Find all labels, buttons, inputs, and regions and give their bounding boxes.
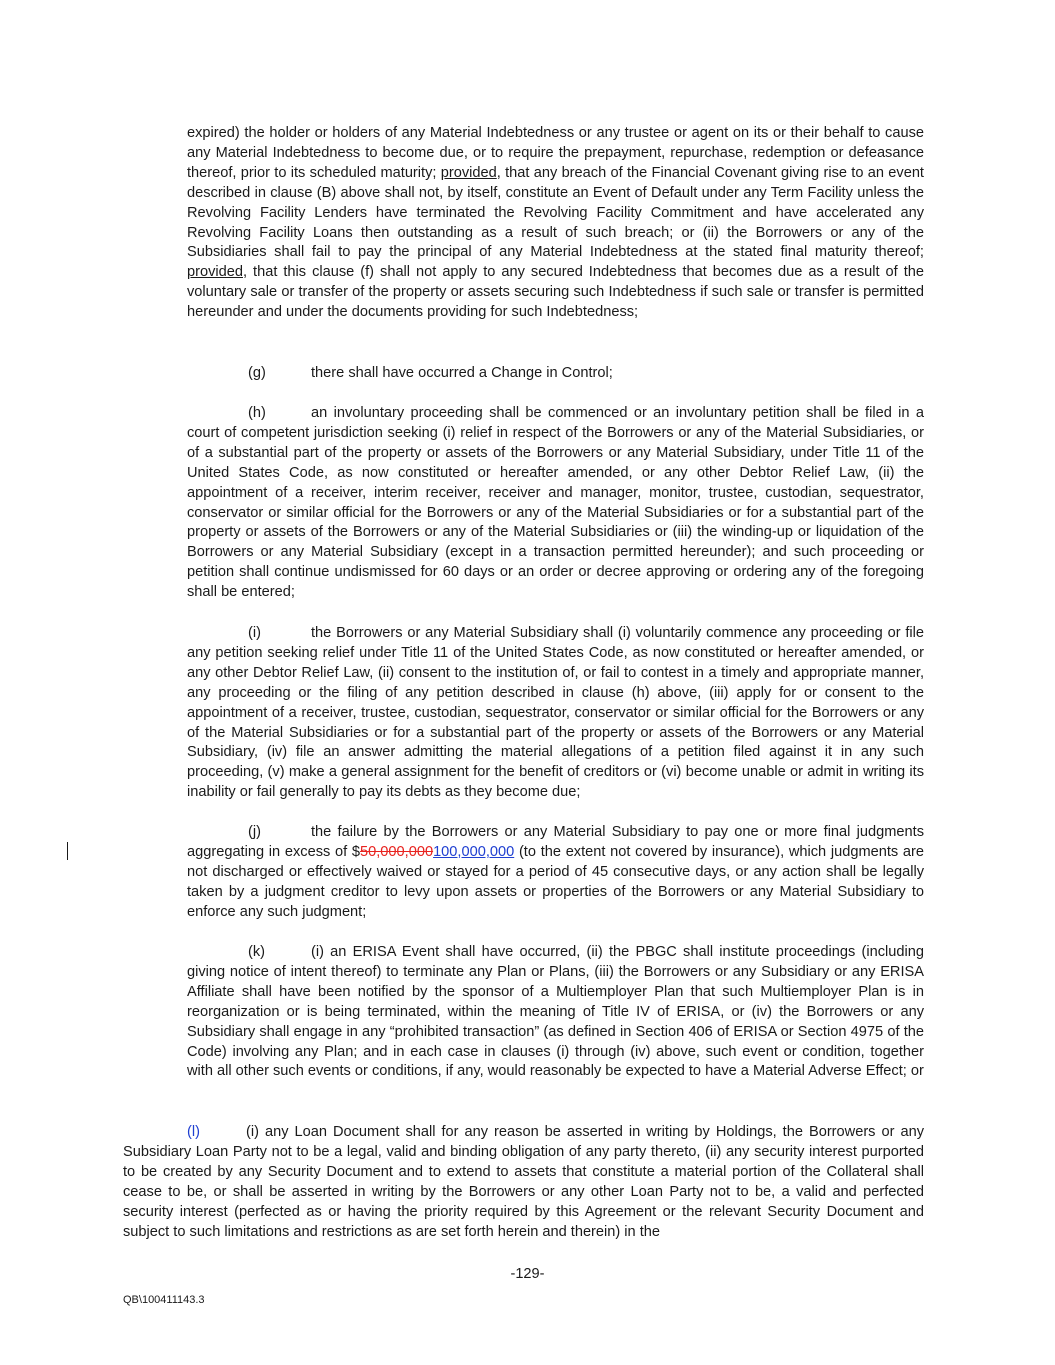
clause-label: (l): [187, 1124, 200, 1140]
paragraph-g: [187, 364, 924, 384]
document-id: QB\100411143.3: [123, 1294, 205, 1306]
page-number: -129-: [510, 1266, 545, 1282]
provided-term: provided: [440, 164, 497, 181]
clause-label: (j): [248, 824, 261, 840]
paragraph-h: [187, 404, 924, 603]
paragraph-text: (i) an ERISA Event shall have occurred, (ii) the PBGC shall institute proceedings (including giving notice of intent thereof) to terminate any Plan or Plans, (iii) the Borrowers or any Subsidiary or any ERISA Affiliate shall have been notified by the sponsor of a Multiemployer Plan that such Multiemployer Plan is in reorganization or is being terminated, within the meaning of Title IV of ERISA, or (iv) the Borrowers or any Subsidiary shall engage in any “prohibited transaction” (as defined in Section 406 of ERISA or Section 4975 of the Code) involving any Plan; and in each case in clauses (i) through (iv) above, such event or condition, together with all other such events or conditions, if any, would reasonably be expected to have a Material Adverse Effect; or: [187, 944, 924, 1080]
paragraph-i: [187, 624, 924, 803]
paragraph-text: (to the extent not covered by insurance), which judgments are not discharged or effectively waived or stayed for a period of 45 consecutive days, or any action shall be legally taken by a judgment creditor to levy upon assets or properties of the Borrowers or any Material Subsidiary to enforce any such judgment;: [187, 843, 924, 920]
paragraph-j: [187, 823, 924, 923]
paragraph-text: the Borrowers or any Material Subsidiary shall (i) voluntarily commence any proceeding or file any petition seeking relief under Title 11 of the United States Code, as now constituted or hereafter amended, or any other Debtor Relief Law, (ii) consent to the institution of, or fail to contest in a timely and appropriate manner, any proceeding or the filing of any petition described in clause (h) above, (iii) apply for or consent to the appointment of a receiver, trustee, custodian, sequestrator, conservator or similar official for the Borrowers or any of the Material Subsidiaries or for a substantial part of the property or assets of the Borrowers or any Material Subsidiary, (iv) file an answer admitting the material allegations of a petition filed against it in any such proceeding, (v) make a general assignment for the benefit of creditors or (vi) become unable or admit in writing its inability or fail generally to pay its debts as they become due;: [187, 625, 924, 801]
paragraph-text: , that this clause (f) shall not apply to any secured Indebtedness that becomes due as a result of the voluntary sale or transfer of the property or assets securing such Indebtedness if such sale or transfer is permitted hereunder and under the documents providing for such Indebtedness;: [187, 264, 924, 321]
paragraph-text: (i) any Loan Document shall for any reason be asserted in writing by Holdings, the Borrowers or any Subsidiary Loan Party not to be a legal, valid and binding obligation of any party thereto, (ii) any security interest purported to be created by any Security Document and to extend to assets that constitute a material portion of the Collateral shall cease to be, or shall be asserted in writing by the Borrowers or any other Loan Party not to be, a valid and perfected security interest (perfected as or having the priority required by this Agreement or the relevant Security Document and subject to such limitations and restrictions as are set forth herein and therein) in the: [123, 1124, 924, 1240]
clause-label: (h): [248, 405, 266, 421]
paragraph-text: the failure by the Borrowers or any Material Subsidiary to pay one or more final judgments aggregating in excess of $: [187, 824, 924, 860]
paragraph-text: an involuntary proceeding shall be commenced or an involuntary petition shall be filed in a court of competent jurisdiction seeking (i) relief in respect of the Borrowers or any of the Material Subsidiaries, or of a substantial part of the property or assets of the Borrowers or any Material Subsidiary, under Title 11 of the United States Code, as now constituted or hereafter amended, or any other Debtor Relief Law, (ii) the appointment of a receiver, interim receiver, receiver and manager, monitor, trustee, custodian, sequestrator, conservator or similar official for the Borrowers or any of the Material Subsidiaries or for a substantial part of the property or assets of the Borrowers or any of the Material Subsidiaries or (iii) the winding-up or liquidation of the Borrowers or any Material Subsidiary (except in a transaction permitted hereunder); and such proceeding or petition shall continue undismissed for 60 days or an order or decree approving or ordering any of the foregoing shall be entered;: [187, 405, 924, 601]
deleted-amount: 50,000,000: [360, 843, 434, 860]
inserted-amount: 100,000,000: [433, 843, 515, 860]
clause-label: (i): [248, 625, 261, 641]
paragraph-k: [187, 943, 924, 1082]
revision-change-bar: [67, 842, 68, 860]
clause-label: (k): [248, 944, 266, 960]
paragraph-text: , that any breach of the Financial Covenant giving rise to an event described in clause (B) above shall not, by itself, constitute an Event of Default under any Term Facility unless the Revolving Facility Lenders have terminated the Revolving Facility Commitment and have accelerated any Revolving Facility Loans then outstanding as a result of such breach; or (ii) the Borrowers or any of the Subsidiaries shall fail to pay the principal of any Material Indebtedness at the stated final maturity thereof;: [187, 164, 924, 261]
paragraph-text: there shall have occurred a Change in Control;: [311, 365, 613, 381]
paragraph-text: expired) the holder or holders of any Material Indebtedness or any trustee or agent on its or their behalf to cause any Material Indebtedness to become due, or to require the prepayment, repurchase, redemption or defeasance thereof, prior to its scheduled maturity;: [187, 125, 924, 181]
paragraph-f-continuation: [187, 124, 924, 323]
clause-label-wrap: [123, 1123, 246, 1143]
clause-label: (g): [248, 365, 266, 381]
paragraph-l: [123, 1123, 924, 1242]
provided-term: provided: [187, 264, 243, 281]
